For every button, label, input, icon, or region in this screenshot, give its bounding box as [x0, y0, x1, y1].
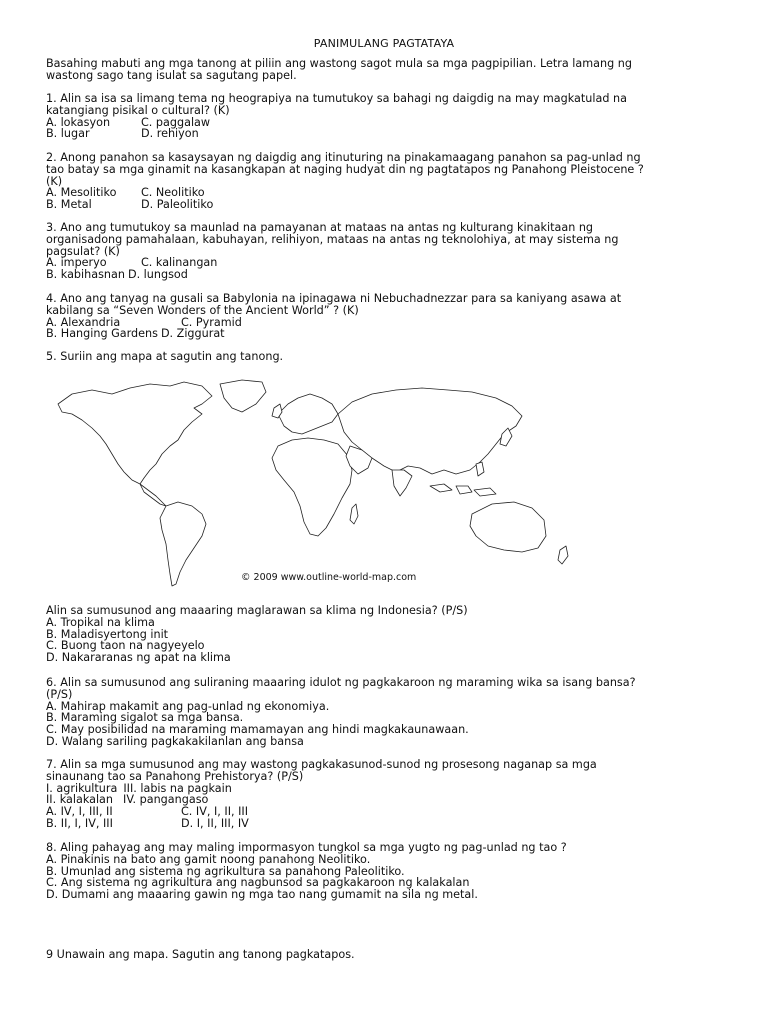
option-b: B. Hanging Gardens [46, 327, 158, 341]
question-3 [46, 222, 726, 281]
question-text: 6. Alin sa sumusunod ang suliraning maaaring idulot ng pagkakaroon ng maraming wika sa isang bansa? [46, 676, 636, 689]
new-zealand-outline [558, 546, 568, 564]
question-5 [46, 351, 726, 363]
question-text: 5. Suriin ang mapa at sagutin ang tanong. [46, 350, 284, 363]
question-text: pagsulat? (K) [46, 244, 120, 258]
question-text: sinaunang tao sa Panahong Prehistorya? (P/S) [46, 769, 304, 783]
option-row [46, 269, 726, 281]
option-d: D. Nakararanas ng apat na klima [46, 651, 231, 665]
item-i: I. agrikultura [46, 781, 118, 795]
option-c: C. IV, I, II, III [181, 805, 249, 819]
question-text: 8. Aling pahayag ang may maling impormasyon tungkol sa mga yugto ng pag-unlad ng tao ? [46, 841, 567, 854]
option-c: C. Neolitiko [141, 186, 205, 200]
option-b: B. Metal [46, 198, 92, 212]
philippines-outline [476, 462, 484, 476]
australia-outline [470, 502, 546, 552]
option-b: B. lugar [46, 127, 90, 141]
question-text: (P/S) [46, 687, 73, 701]
option-row [46, 818, 726, 830]
option-b: B. kabihasnan [46, 268, 125, 282]
question-text: 1. Alin sa isa sa limang tema ng heograpiya na tumutukoy sa bahagi ng daigdig na may magkatulad na [46, 92, 627, 105]
option-d: D. lungsod [127, 268, 188, 282]
option-d: D. Ziggurat [160, 327, 225, 341]
option-d: D. Walang sariling pagkakakilanlan ang bansa [46, 734, 304, 748]
question-text: 3. Ano ang tumutukoy sa maunlad na pamayanan at mataas na antas ng kulturang kinakitaan ng [46, 221, 594, 234]
question-text: 9 Unawain ang mapa. Sagutin ang tanong pagkatapos. [46, 948, 355, 961]
greenland-outline [220, 380, 266, 412]
option-a: A. lokasyon [46, 115, 111, 129]
question-text: kabilang sa “Seven Wonders of the Ancient World” ? (K) [46, 303, 359, 317]
option-c: C. May posibilidad na maraming mamamayan ang hindi magkakaunawaan. [46, 723, 469, 737]
question-7 [46, 759, 726, 830]
question-text: organisadong pamahalaan, kabuhayan, relihiyon, mataas na antas ng teknolohiya, at may sistema ng [46, 232, 619, 246]
option-a: A. Mesolitiko [46, 186, 117, 200]
question-1 [46, 93, 726, 140]
question-text: katangiang pisikal o cultural? (K) [46, 103, 230, 117]
page-title: PANIMULANG PAGTATAYA [313, 37, 455, 50]
option-a: A. Pinakinis na bato ang gamit noong panahong Neolitiko. [46, 852, 371, 866]
item-row [46, 794, 726, 806]
option-c: C. Buong taon na nagyeyelo [46, 639, 205, 653]
option-a: A. IV, I, III, II [46, 805, 113, 819]
item-ii: II. kalakalan [46, 793, 114, 807]
question-2 [46, 152, 726, 211]
option-c: C. Pyramid [181, 315, 242, 329]
world-map [52, 374, 598, 592]
instructions-line: Basahing mabuti ang mga tanong at piliin ang wastong sagot mula sa mga pagpipilian. Letra lamang ng [46, 57, 632, 70]
item-iii: III. labis na pagkain [123, 781, 232, 795]
madagascar-outline [350, 504, 358, 524]
india-outline [392, 470, 412, 496]
question-5-body [46, 605, 726, 664]
north-america-outline [58, 382, 212, 484]
question-text: tao batay sa mga ginamit na kasangkapan at naging hudyat din ng pagtatapos ng Panahong Pleistocene ? [46, 162, 644, 176]
option-b: B. Maraming sigalot sa mga bansa. [46, 711, 244, 725]
option-a: A. Mahirap makamit ang pag-unlad ng ekonomiya. [46, 699, 330, 713]
question-text: Alin sa sumusunod ang maaaring maglarawan sa klima ng Indonesia? (P/S) [46, 604, 468, 617]
option-row [46, 806, 726, 818]
option-c: C. kalinangan [141, 256, 218, 270]
item-iv: IV. pangangaso [123, 793, 209, 807]
instructions [46, 58, 726, 82]
indonesia-outline [430, 484, 496, 496]
question-text: 2. Anong panahon sa kasaysayan ng daigdig ang itinuturing na pinakamaagang panahon sa pag-unlad ng [46, 151, 641, 164]
question-9 [46, 949, 726, 961]
central-america-outline [140, 484, 166, 506]
option-row [46, 128, 726, 140]
option-c: C. Ang sistema ng agrikultura ang nagbunsod sa pagkakaroon ng kalakalan [46, 876, 470, 890]
question-8 [46, 842, 726, 901]
map-credit: © 2009 www.outline-world-map.com [241, 572, 417, 583]
option-c: C. paggalaw [141, 115, 211, 129]
option-a: A. Tropikal na klima [46, 615, 155, 629]
option-a: A. imperyo [46, 256, 107, 270]
europe-outline [278, 394, 338, 434]
option-row [46, 199, 726, 211]
question-text: 7. Alin sa mga sumusunod ang may wastong pagkakasunod-sunod ng prosesong naganap sa mga [46, 758, 597, 771]
instructions-line: wastong sago tang isulat sa sagutang papel. [46, 68, 297, 82]
question-text: 4. Ano ang tanyag na gusali sa Babylonia na ipinagawa ni Nebuchadnezzar para sa kaniyang asawa at [46, 292, 622, 305]
option-d: D. rehiyon [141, 127, 199, 141]
question-text: (K) [46, 174, 63, 188]
option-a: A. Alexandria [46, 315, 121, 329]
option-b: B. Maladisyertong init [46, 627, 169, 641]
option-b: B. Umunlad ang sistema ng agrikultura sa panahong Paleolitiko. [46, 864, 405, 878]
question-6 [46, 677, 726, 748]
option-b: B. II, I, IV, III [46, 816, 113, 830]
question-4 [46, 293, 726, 340]
africa-outline [272, 438, 352, 536]
south-america-outline [160, 502, 206, 586]
option-d: D. Dumami ang maaaring gawin ng mga tao nang gumamit na sila ng metal. [46, 888, 478, 902]
option-row [46, 328, 726, 340]
option-d: D. Paleolitiko [141, 198, 214, 212]
option-d: D. I, II, III, IV [181, 816, 249, 830]
